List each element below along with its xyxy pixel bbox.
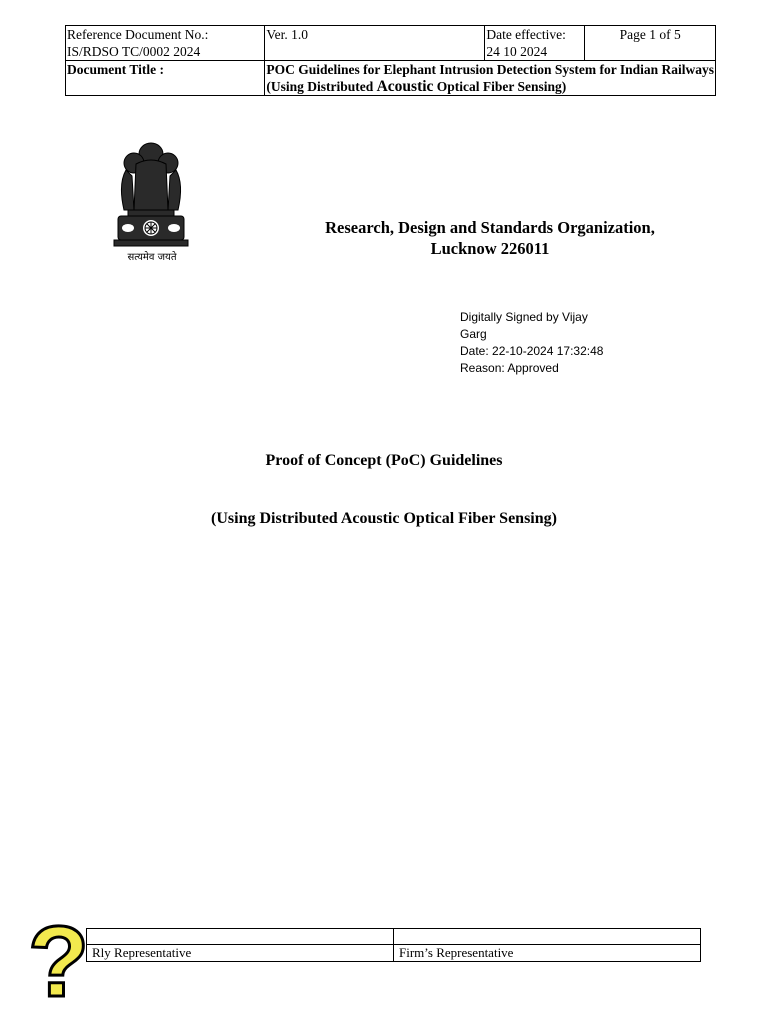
signature-table-label-row: [87, 945, 701, 962]
page-number: Page 1 of 5: [619, 27, 681, 42]
signature-date: Date: 22-10-2024 17:32:48: [460, 344, 604, 358]
doc-title-label: Document Title :: [67, 62, 164, 77]
rly-representative-label: Rly Representative: [87, 945, 394, 962]
emblem-motto: सत्यमेव जयते: [127, 252, 177, 263]
date-value: 24 10 2024: [486, 44, 548, 59]
reference-cell: [66, 26, 265, 61]
date-label: Date effective:: [486, 27, 566, 42]
doc-title-line-2-pre: (Using Distributed: [266, 79, 377, 94]
doc-title-cell: [265, 61, 716, 96]
doc-title-label-cell: [66, 61, 265, 96]
signature-table: [86, 928, 701, 962]
version-cell: [265, 26, 485, 61]
header-table: [65, 25, 716, 96]
organization-line-1: Research, Design and Standards Organization,: [325, 218, 655, 237]
header-row-1: [66, 26, 716, 61]
sub-title: (Using Distributed Acoustic Optical Fiber Sensing): [211, 510, 557, 527]
doc-title-acoustic-word: Acoustic: [376, 78, 434, 95]
question-mark-icon[interactable]: ?: [28, 906, 90, 1018]
signature-blank-right: [394, 929, 701, 945]
reference-number: IS/RDSO TC/0002 2024: [67, 44, 201, 59]
national-emblem-icon: [104, 136, 200, 264]
doc-title-line-2: [266, 79, 566, 94]
main-title: Proof of Concept (PoC) Guidelines: [265, 452, 503, 469]
version-text: Ver. 1.0: [266, 27, 308, 42]
organization-line-2: Lucknow 226011: [430, 239, 550, 258]
date-cell: [485, 26, 585, 61]
header-row-2: [66, 61, 716, 96]
firm-representative-label: Firm’s Representative: [394, 945, 701, 962]
doc-title-line-2-post: Optical Fiber Sensing): [433, 79, 567, 94]
signature-reason: Reason: Approved: [460, 361, 559, 375]
organization-name: [290, 217, 690, 259]
digital-signature: [460, 309, 620, 377]
signature-line-2: Garg: [460, 327, 487, 341]
signature-line-1: Digitally Signed by Vijay: [460, 310, 588, 324]
doc-title-line-1: POC Guidelines for Elephant Intrusion Detection System for Indian Railways: [266, 62, 714, 77]
signature-table-blank-row: [87, 929, 701, 945]
page-cell: [585, 26, 716, 61]
signature-blank-left: [87, 929, 394, 945]
reference-label: Reference Document No.:: [67, 27, 209, 42]
